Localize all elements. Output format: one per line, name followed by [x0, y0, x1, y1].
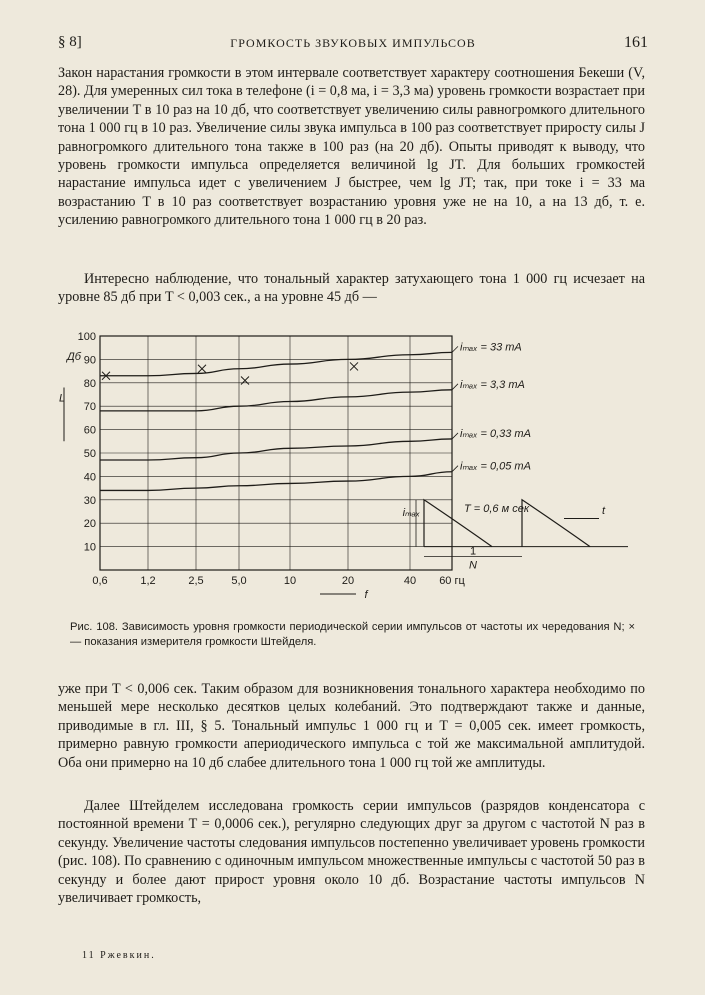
x-tick-label: 40: [403, 575, 417, 587]
y-tick-label: 60: [83, 424, 96, 437]
inset-amplitude-label: iₘₐₓ: [402, 506, 420, 519]
x-tick-label: 0,6: [92, 575, 108, 587]
series-label: iₘₐₓ = 3,3 mA: [460, 378, 525, 391]
running-title: ГРОМКОСТЬ ЗВУКОВЫХ ИМПУЛЬСОВ: [230, 36, 476, 50]
x-tick-label: 20: [341, 575, 355, 587]
y-tick-label: 30: [83, 494, 96, 507]
section-number: § 8]: [58, 34, 82, 50]
figure-108: [58, 328, 648, 613]
inset-time-label: t: [602, 504, 606, 517]
inset-period-denominator: N: [469, 559, 477, 572]
y-tick-label: 40: [83, 471, 96, 484]
loudness-chart: [58, 328, 648, 613]
inset-pulse-2: [522, 500, 590, 547]
series-label: iₘₐₓ = 0,33 mA: [460, 427, 531, 440]
series-leader: [452, 466, 458, 472]
series-leader: [452, 346, 458, 352]
y-tick-label: 10: [83, 541, 96, 554]
y-axis-label: L: [58, 392, 66, 405]
y-tick-label: 20: [83, 518, 96, 531]
paragraph-3: уже при T < 0,006 сек. Таким образом для возникновения тонального характера необходимо по меньшей мере несколько десятков целых колебаний. Это подтверждают также и данные, приводимые в гл. III, § 5. Тональный импульс 1 000 гц и T = 0,005 сек. имеет громкость, примерно равную громкости апериодического импульса с той же максимальной амплитудой. Оба они примерно на 10 дб слабее длительного тона 1 000 гц той же амплитуды.: [58, 681, 645, 771]
y-tick-label: 100: [77, 331, 96, 343]
series-leader: [452, 433, 458, 439]
series-label: iₘₐₓ = 33 mA: [460, 341, 522, 354]
paragraph-4: Далее Штейделем исследована громкость серии импульсов (разрядов конденсатора с постоянной времени T = 0,0006 сек.), регулярно следующих друг за другом с частотой N раз в секунду. Увеличение частоты следования импульсов постепенно увеличивает уровень громкости (рис. 108). По сравнению с одиночным импульсом множественные импульсы с частотой 50 раз в секунду и более дают прирост уровня около 10 дб. Возрастание частоты импульсов N увеличивает громкость,: [58, 798, 645, 907]
inset-time-constant-label: T = 0,6 м сек: [464, 502, 530, 515]
series-leader: [452, 384, 458, 390]
paragraph-1: Закон нарастания громкости в этом интервале соответствует характеру соотношения Бекеши (V, 28). Для умеренных сил тока в телефоне (i = 0,8 ма, i = 3,3 ма) уровень громкости возрастает при увеличении T в 10 раз на 10 дб, что соответствует увеличению силы равногромкого длительного тона 1 000 гц в 10 раз. Увеличение силы звука импульса в 100 раз соответствует приросту силы J равногромкого длительного тона также в 100 раз (на 20 дб). Опыты приводят к выводу, что уровень громкости импульса определяется величиной lg JT. Для больших громкостей нарастание импульса идет с увеличением J быстрее, чем lg JT; так, при токе i = 33 ма возрастанию T в 10 раз соответствует возрастанию уровня уже не на 10, а на 13 дб, т. е. усилению равногромкого длительного тона 1 000 гц в 20 раз.: [58, 65, 645, 229]
y-tick-label: 70: [83, 401, 96, 414]
series-line: [100, 352, 452, 375]
series-line: [100, 390, 452, 411]
data-marker: [198, 365, 206, 373]
series-line: [100, 472, 452, 491]
inset-period-numerator: 1: [469, 545, 477, 558]
y-tick-label: 90: [83, 354, 96, 367]
data-marker: [350, 362, 358, 370]
x-axis-label: f: [364, 589, 368, 601]
x-tick-label: 5,0: [231, 575, 247, 587]
y-tick-label: 80: [83, 377, 96, 390]
page-header: [58, 34, 648, 56]
series-line: [100, 439, 452, 460]
page-number: 161: [624, 34, 648, 51]
data-marker: [241, 376, 249, 384]
page-footer: 11 Ржевкин.: [82, 950, 156, 961]
paragraph-2: Интересно наблюдение, что тональный характер затухающего тона 1 000 гц исчезает на уровне 85 дб при T < 0,003 сек., а на уровне 45 дб —: [58, 271, 645, 306]
x-tick-label: 60 гц: [439, 575, 465, 587]
x-tick-label: 1,2: [140, 575, 156, 587]
series-label: iₘₐₓ = 0,05 mA: [460, 460, 531, 473]
figure-caption: Рис. 108. Зависимость уровня громкости периодической серии импульсов от частоты их чередования N; × — показания измерителя громкости Штейделя.: [70, 621, 635, 648]
y-unit-label: Дб: [67, 351, 81, 363]
y-tick-label: 50: [83, 448, 96, 460]
x-tick-label: 10: [283, 575, 297, 587]
x-tick-label: 2,5: [188, 575, 204, 587]
